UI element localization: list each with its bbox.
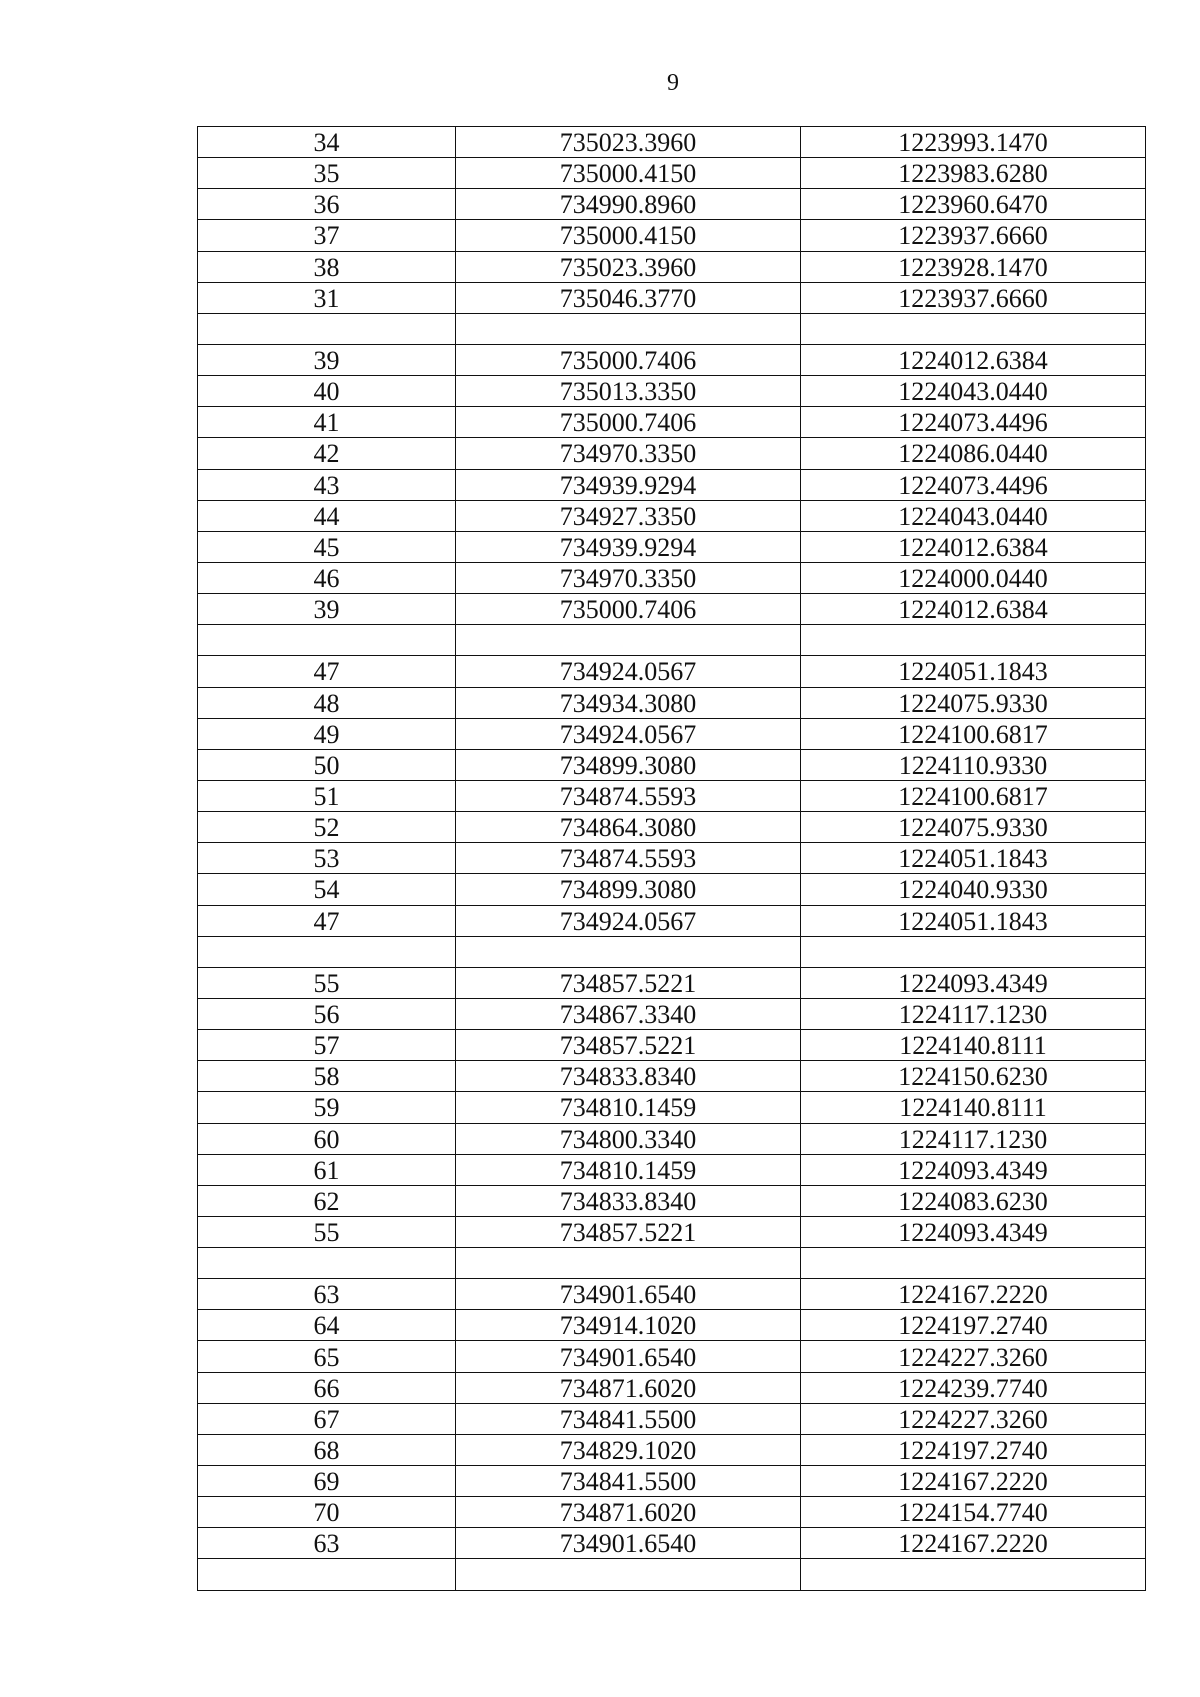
point-number-cell: 47 bbox=[198, 656, 456, 687]
table-row bbox=[198, 718, 1146, 749]
table-row bbox=[198, 1434, 1146, 1465]
blank-row bbox=[198, 1248, 1146, 1279]
y-coordinate-cell: 1224140.8111 bbox=[801, 1030, 1146, 1061]
point-number-cell: 41 bbox=[198, 407, 456, 438]
y-coordinate-cell: 1224075.9330 bbox=[801, 812, 1146, 843]
x-coordinate-cell: 734829.1020 bbox=[456, 1434, 801, 1465]
y-coordinate-cell: 1224167.2220 bbox=[801, 1466, 1146, 1497]
x-coordinate-cell: 734899.3080 bbox=[456, 749, 801, 780]
point-number-cell bbox=[198, 936, 456, 967]
y-coordinate-cell: 1224167.2220 bbox=[801, 1528, 1146, 1559]
y-coordinate-cell: 1224000.0440 bbox=[801, 562, 1146, 593]
y-coordinate-cell: 1224012.6384 bbox=[801, 594, 1146, 625]
y-coordinate-cell: 1223928.1470 bbox=[801, 251, 1146, 282]
x-coordinate-cell: 734810.1459 bbox=[456, 1154, 801, 1185]
x-coordinate-cell: 734871.6020 bbox=[456, 1372, 801, 1403]
x-coordinate-cell: 734970.3350 bbox=[456, 562, 801, 593]
x-coordinate-cell: 734901.6540 bbox=[456, 1528, 801, 1559]
point-number-cell: 62 bbox=[198, 1185, 456, 1216]
point-number-cell: 44 bbox=[198, 500, 456, 531]
point-number-cell: 51 bbox=[198, 780, 456, 811]
y-coordinate-cell: 1224075.9330 bbox=[801, 687, 1146, 718]
point-number-cell: 53 bbox=[198, 843, 456, 874]
table-row bbox=[198, 220, 1146, 251]
point-number-cell bbox=[198, 1248, 456, 1279]
table-row bbox=[198, 1341, 1146, 1372]
x-coordinate-cell: 735000.7406 bbox=[456, 594, 801, 625]
point-number-cell: 55 bbox=[198, 1216, 456, 1247]
y-coordinate-cell: 1224073.4496 bbox=[801, 469, 1146, 500]
y-coordinate-cell bbox=[801, 1248, 1146, 1279]
table-row bbox=[198, 158, 1146, 189]
table-row bbox=[198, 780, 1146, 811]
point-number-cell bbox=[198, 313, 456, 344]
table-row bbox=[198, 344, 1146, 375]
y-coordinate-cell bbox=[801, 625, 1146, 656]
x-coordinate-cell bbox=[456, 625, 801, 656]
x-coordinate-cell: 734939.9294 bbox=[456, 531, 801, 562]
y-coordinate-cell: 1224227.3260 bbox=[801, 1403, 1146, 1434]
x-coordinate-cell: 735000.7406 bbox=[456, 407, 801, 438]
x-coordinate-cell: 734810.1459 bbox=[456, 1092, 801, 1123]
y-coordinate-cell: 1223937.6660 bbox=[801, 220, 1146, 251]
table-row bbox=[198, 1279, 1146, 1310]
y-coordinate-cell: 1224093.4349 bbox=[801, 1154, 1146, 1185]
x-coordinate-cell bbox=[456, 936, 801, 967]
y-coordinate-cell: 1224197.2740 bbox=[801, 1434, 1146, 1465]
table-row bbox=[198, 500, 1146, 531]
x-coordinate-cell: 734833.8340 bbox=[456, 1061, 801, 1092]
table-row bbox=[198, 812, 1146, 843]
table-row bbox=[198, 905, 1146, 936]
table-row bbox=[198, 1310, 1146, 1341]
point-number-cell: 42 bbox=[198, 438, 456, 469]
point-number-cell: 43 bbox=[198, 469, 456, 500]
y-coordinate-cell: 1224093.4349 bbox=[801, 967, 1146, 998]
point-number-cell: 45 bbox=[198, 531, 456, 562]
point-number-cell: 63 bbox=[198, 1528, 456, 1559]
table-row bbox=[198, 1466, 1146, 1497]
y-coordinate-cell: 1224239.7740 bbox=[801, 1372, 1146, 1403]
y-coordinate-cell: 1224154.7740 bbox=[801, 1497, 1146, 1528]
x-coordinate-cell: 734899.3080 bbox=[456, 874, 801, 905]
y-coordinate-cell: 1224110.9330 bbox=[801, 749, 1146, 780]
x-coordinate-cell: 735023.3960 bbox=[456, 251, 801, 282]
y-coordinate-cell bbox=[801, 313, 1146, 344]
x-coordinate-cell: 734901.6540 bbox=[456, 1279, 801, 1310]
page-number: 9 bbox=[667, 70, 679, 96]
table-row bbox=[198, 1185, 1146, 1216]
y-coordinate-cell: 1224012.6384 bbox=[801, 344, 1146, 375]
point-number-cell: 40 bbox=[198, 376, 456, 407]
table-row bbox=[198, 376, 1146, 407]
point-number-cell: 50 bbox=[198, 749, 456, 780]
x-coordinate-cell: 734874.5593 bbox=[456, 843, 801, 874]
x-coordinate-cell: 735000.4150 bbox=[456, 158, 801, 189]
coordinates-table bbox=[197, 126, 1146, 1591]
point-number-cell: 61 bbox=[198, 1154, 456, 1185]
y-coordinate-cell: 1224073.4496 bbox=[801, 407, 1146, 438]
x-coordinate-cell: 734934.3080 bbox=[456, 687, 801, 718]
table-row bbox=[198, 1497, 1146, 1528]
point-number-cell: 55 bbox=[198, 967, 456, 998]
y-coordinate-cell: 1224093.4349 bbox=[801, 1216, 1146, 1247]
blank-row bbox=[198, 1559, 1146, 1590]
point-number-cell: 65 bbox=[198, 1341, 456, 1372]
y-coordinate-cell: 1224051.1843 bbox=[801, 656, 1146, 687]
y-coordinate-cell bbox=[801, 1559, 1146, 1590]
point-number-cell: 37 bbox=[198, 220, 456, 251]
point-number-cell: 36 bbox=[198, 189, 456, 220]
point-number-cell: 35 bbox=[198, 158, 456, 189]
table-row bbox=[198, 874, 1146, 905]
blank-row bbox=[198, 313, 1146, 344]
x-coordinate-cell: 734939.9294 bbox=[456, 469, 801, 500]
point-number-cell: 39 bbox=[198, 594, 456, 625]
x-coordinate-cell: 735046.3770 bbox=[456, 282, 801, 313]
x-coordinate-cell: 734901.6540 bbox=[456, 1341, 801, 1372]
table-row bbox=[198, 531, 1146, 562]
point-number-cell: 64 bbox=[198, 1310, 456, 1341]
point-number-cell: 46 bbox=[198, 562, 456, 593]
table-row bbox=[198, 562, 1146, 593]
y-coordinate-cell: 1224117.1230 bbox=[801, 998, 1146, 1029]
table-row bbox=[198, 1154, 1146, 1185]
y-coordinate-cell: 1224086.0440 bbox=[801, 438, 1146, 469]
table-row bbox=[198, 1123, 1146, 1154]
table-row bbox=[198, 282, 1146, 313]
x-coordinate-cell: 734867.3340 bbox=[456, 998, 801, 1029]
x-coordinate-cell: 734874.5593 bbox=[456, 780, 801, 811]
point-number-cell: 54 bbox=[198, 874, 456, 905]
point-number-cell: 58 bbox=[198, 1061, 456, 1092]
x-coordinate-cell: 734927.3350 bbox=[456, 500, 801, 531]
point-number-cell: 69 bbox=[198, 1466, 456, 1497]
x-coordinate-cell bbox=[456, 1248, 801, 1279]
point-number-cell: 68 bbox=[198, 1434, 456, 1465]
table-row bbox=[198, 656, 1146, 687]
x-coordinate-cell: 734871.6020 bbox=[456, 1497, 801, 1528]
point-number-cell: 57 bbox=[198, 1030, 456, 1061]
table-row bbox=[198, 1372, 1146, 1403]
x-coordinate-cell: 734914.1020 bbox=[456, 1310, 801, 1341]
y-coordinate-cell: 1224043.0440 bbox=[801, 376, 1146, 407]
x-coordinate-cell: 735023.3960 bbox=[456, 127, 801, 158]
table-row bbox=[198, 127, 1146, 158]
y-coordinate-cell: 1224140.8111 bbox=[801, 1092, 1146, 1123]
x-coordinate-cell: 734841.5500 bbox=[456, 1466, 801, 1497]
point-number-cell: 70 bbox=[198, 1497, 456, 1528]
coordinates-table-body bbox=[198, 127, 1146, 1591]
point-number-cell: 47 bbox=[198, 905, 456, 936]
x-coordinate-cell: 735000.7406 bbox=[456, 344, 801, 375]
y-coordinate-cell: 1224051.1843 bbox=[801, 905, 1146, 936]
table-row bbox=[198, 843, 1146, 874]
table-row bbox=[198, 469, 1146, 500]
x-coordinate-cell bbox=[456, 1559, 801, 1590]
y-coordinate-cell: 1224197.2740 bbox=[801, 1310, 1146, 1341]
x-coordinate-cell: 734924.0567 bbox=[456, 718, 801, 749]
table-row bbox=[198, 189, 1146, 220]
table-row bbox=[198, 1216, 1146, 1247]
point-number-cell: 63 bbox=[198, 1279, 456, 1310]
y-coordinate-cell bbox=[801, 936, 1146, 967]
y-coordinate-cell: 1223937.6660 bbox=[801, 282, 1146, 313]
table-row bbox=[198, 438, 1146, 469]
x-coordinate-cell: 734857.5221 bbox=[456, 1216, 801, 1247]
y-coordinate-cell: 1224167.2220 bbox=[801, 1279, 1146, 1310]
x-coordinate-cell: 734990.8960 bbox=[456, 189, 801, 220]
y-coordinate-cell: 1224043.0440 bbox=[801, 500, 1146, 531]
table-row bbox=[198, 1092, 1146, 1123]
point-number-cell: 52 bbox=[198, 812, 456, 843]
point-number-cell: 59 bbox=[198, 1092, 456, 1123]
y-coordinate-cell: 1224040.9330 bbox=[801, 874, 1146, 905]
x-coordinate-cell: 734864.3080 bbox=[456, 812, 801, 843]
x-coordinate-cell: 734924.0567 bbox=[456, 905, 801, 936]
y-coordinate-cell: 1224012.6384 bbox=[801, 531, 1146, 562]
point-number-cell: 34 bbox=[198, 127, 456, 158]
table-row bbox=[198, 1403, 1146, 1434]
point-number-cell: 67 bbox=[198, 1403, 456, 1434]
table-row bbox=[198, 1528, 1146, 1559]
y-coordinate-cell: 1224117.1230 bbox=[801, 1123, 1146, 1154]
x-coordinate-cell: 734970.3350 bbox=[456, 438, 801, 469]
x-coordinate-cell: 734924.0567 bbox=[456, 656, 801, 687]
point-number-cell bbox=[198, 1559, 456, 1590]
table-row bbox=[198, 1030, 1146, 1061]
x-coordinate-cell: 735000.4150 bbox=[456, 220, 801, 251]
table-row bbox=[198, 407, 1146, 438]
point-number-cell: 60 bbox=[198, 1123, 456, 1154]
point-number-cell: 49 bbox=[198, 718, 456, 749]
blank-row bbox=[198, 936, 1146, 967]
x-coordinate-cell: 734841.5500 bbox=[456, 1403, 801, 1434]
table-row bbox=[198, 251, 1146, 282]
table-row bbox=[198, 967, 1146, 998]
table-row bbox=[198, 1061, 1146, 1092]
y-coordinate-cell: 1223993.1470 bbox=[801, 127, 1146, 158]
x-coordinate-cell: 734857.5221 bbox=[456, 967, 801, 998]
y-coordinate-cell: 1224100.6817 bbox=[801, 718, 1146, 749]
point-number-cell: 31 bbox=[198, 282, 456, 313]
point-number-cell: 56 bbox=[198, 998, 456, 1029]
y-coordinate-cell: 1224227.3260 bbox=[801, 1341, 1146, 1372]
y-coordinate-cell: 1223960.6470 bbox=[801, 189, 1146, 220]
y-coordinate-cell: 1223983.6280 bbox=[801, 158, 1146, 189]
table-row bbox=[198, 749, 1146, 780]
x-coordinate-cell: 734800.3340 bbox=[456, 1123, 801, 1154]
x-coordinate-cell: 734857.5221 bbox=[456, 1030, 801, 1061]
x-coordinate-cell bbox=[456, 313, 801, 344]
x-coordinate-cell: 735013.3350 bbox=[456, 376, 801, 407]
point-number-cell: 39 bbox=[198, 344, 456, 375]
point-number-cell bbox=[198, 625, 456, 656]
x-coordinate-cell: 734833.8340 bbox=[456, 1185, 801, 1216]
y-coordinate-cell: 1224051.1843 bbox=[801, 843, 1146, 874]
blank-row bbox=[198, 625, 1146, 656]
table-row bbox=[198, 998, 1146, 1029]
point-number-cell: 66 bbox=[198, 1372, 456, 1403]
y-coordinate-cell: 1224083.6230 bbox=[801, 1185, 1146, 1216]
y-coordinate-cell: 1224150.6230 bbox=[801, 1061, 1146, 1092]
table-row bbox=[198, 594, 1146, 625]
y-coordinate-cell: 1224100.6817 bbox=[801, 780, 1146, 811]
point-number-cell: 48 bbox=[198, 687, 456, 718]
table-row bbox=[198, 687, 1146, 718]
point-number-cell: 38 bbox=[198, 251, 456, 282]
